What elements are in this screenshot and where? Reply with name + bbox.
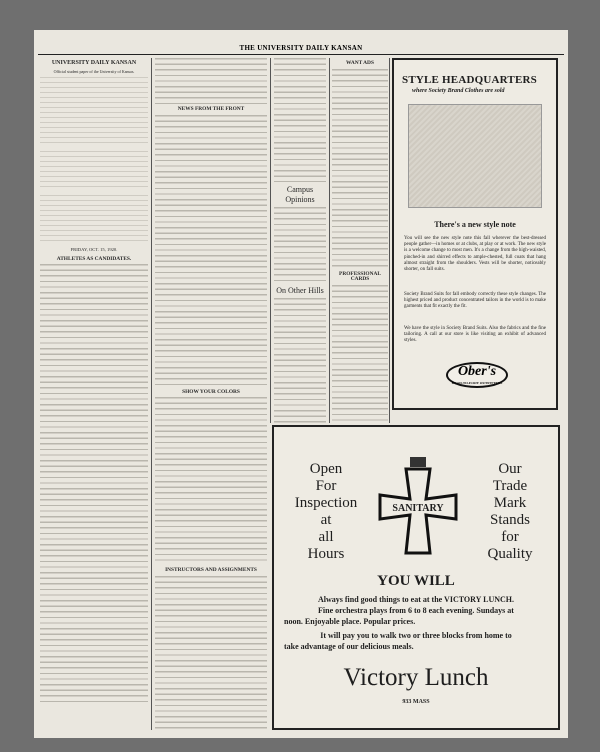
editorial-heading: ATHLETES AS CANDIDATES. (56, 255, 132, 262)
column-lower-left (155, 426, 267, 730)
campus-opinions-heading: Campus Opinions (285, 185, 315, 204)
ad-body: You will see the new style note this fall wherever the best-dressed people gather—in homes or at clubs, at play or at work. The new style is a welcome change to most men. It's a change from the high-waisted, pinched-in and shirred effects to ample-chested, full coats that hang almost straight from the shoulders. Vests will be shorter, noticeably shorter, on fall suits. (404, 236, 546, 273)
ad-body-3: We have the style in Society Brand Suits. Also the fabrics and the fine tailoring. A call at our store is like visiting an exhibit of advanced styles. (404, 326, 546, 344)
other-hills-heading: On Other Hills (276, 286, 324, 295)
men-illustration (408, 104, 542, 208)
column-opinions (274, 58, 326, 423)
want-ads-text (332, 69, 388, 269)
ad-headline: STYLE HEADQUARTERS (402, 74, 537, 86)
news-heading: NEWS FROM THE FRONT (177, 106, 245, 112)
column-rule (329, 58, 330, 423)
campus-opinions-text (274, 207, 326, 283)
column-rule (151, 58, 152, 730)
column-rule (270, 58, 271, 423)
you-will-heading: YOU WILL (377, 573, 455, 589)
professional-cards-heading: PROFESSIONAL CARDS (339, 270, 381, 283)
ad-headline-sub: where Society Brand Clothes are sold (412, 88, 505, 94)
subscription-notice (40, 151, 148, 191)
open-inspection-text: Open For Inspection at all Hours (294, 461, 358, 562)
trade-mark-text: Our Trade Mark Stands for Quality (487, 461, 533, 562)
ad-body-2: Society Brand Suits for fall embody correctly these style changes. The highest priced and product concentrated tailors in the world is to make garments that fit exactly the fit. (404, 292, 546, 310)
masthead (34, 44, 568, 54)
other-hills-text (274, 298, 326, 423)
colors-heading: SHOW YOUR COLORS (182, 388, 240, 395)
article-text-top (274, 58, 326, 182)
staff-listing (40, 77, 148, 147)
cross-label: SANITARY (392, 503, 444, 514)
victory-lunch-name: Victory Lunch (343, 664, 489, 691)
ad-subhead: There's a new style note (434, 220, 516, 229)
crown-icon (410, 457, 426, 467)
obers-logo: Ober's HEAD-TO-FOOT OUTFITTERS (446, 362, 508, 388)
newspaper-page (34, 30, 568, 738)
ad-line-3: noon. Enjoyable place. Popular prices. (284, 617, 416, 626)
publication-notice (40, 195, 148, 241)
editorial-text (40, 264, 148, 704)
ad-line-1: Always find good things to eat at the VICTORY LUNCH. (317, 595, 515, 604)
paper-name: UNIVERSITY DAILY KANSAN (51, 60, 137, 66)
address: 933 MASS (402, 699, 430, 705)
ad-line-4: It will pay you to walk two or three blocks from home to (320, 631, 512, 640)
society-brand-ad (392, 58, 558, 410)
column-want-ads (332, 58, 388, 423)
news-text-top (155, 58, 267, 104)
ad-line-2: Fine orchestra plays from 6 to 8 each evening. Sundays at (318, 606, 514, 615)
paper-subtitle: Official student paper of the University of Kansas. (53, 68, 135, 74)
victory-lunch-ad (272, 425, 560, 730)
masthead-rule (38, 54, 564, 55)
column-editorial (40, 58, 148, 730)
ad-line-5: take advantage of our delicious meals. (284, 642, 414, 651)
masthead-title: THE UNIVERSITY DAILY KANSAN (239, 44, 363, 52)
news-text (155, 115, 267, 387)
date-line: FRIDAY, OCT. 15, 1920. (70, 247, 118, 253)
column-rule (389, 58, 390, 423)
want-ads-heading: WANT ADS (346, 60, 374, 66)
instructors-heading: INSTRUCTORS AND ASSIGNMENTS (165, 567, 257, 574)
professional-cards-text (332, 285, 388, 423)
